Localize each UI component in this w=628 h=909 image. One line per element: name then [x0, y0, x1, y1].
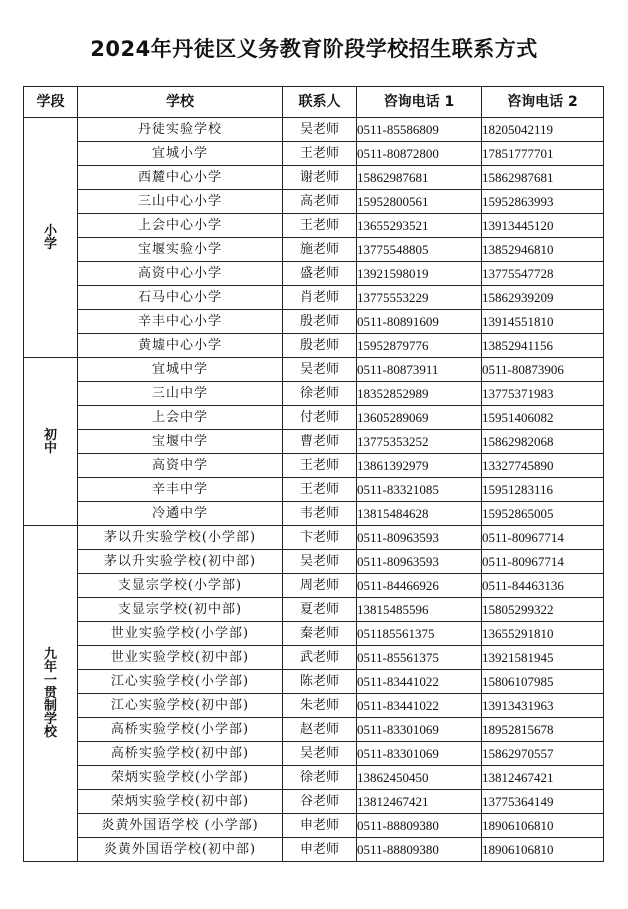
- school-cell: 高桥实验学校(初中部): [78, 742, 283, 766]
- school-cell: 支显宗学校(初中部): [78, 598, 283, 622]
- school-cell: 茅以升实验学校(初中部): [78, 550, 283, 574]
- school-cell: 江心实验学校(初中部): [78, 694, 283, 718]
- school-cell: 高桥实验学校(小学部): [78, 718, 283, 742]
- table-row: [24, 766, 604, 790]
- phone1-cell: 0511-83441022: [357, 694, 482, 718]
- contact-cell: 武老师: [283, 646, 357, 670]
- phone1-cell: 0511-80963593: [357, 550, 482, 574]
- phone1-cell: 15862987681: [357, 166, 482, 190]
- phone2-cell: 13655291810: [482, 622, 604, 646]
- contact-cell: 施老师: [283, 238, 357, 262]
- phone1-cell: 13775548805: [357, 238, 482, 262]
- phone1-cell: 0511-83301069: [357, 742, 482, 766]
- phone1-cell: 0511-80872800: [357, 142, 482, 166]
- phone2-cell: 15806107985: [482, 670, 604, 694]
- phone1-cell: 13862450450: [357, 766, 482, 790]
- phone2-cell: 15951283116: [482, 478, 604, 502]
- phone2-cell: 0511-80967714: [482, 550, 604, 574]
- table-row: [24, 814, 604, 838]
- phone1-cell: 0511-85561375: [357, 646, 482, 670]
- contact-cell: 徐老师: [283, 766, 357, 790]
- school-cell: 江心实验学校(小学部): [78, 670, 283, 694]
- school-cell: 支显宗学校(小学部): [78, 574, 283, 598]
- table-row: [24, 262, 604, 286]
- phone1-cell: 13861392979: [357, 454, 482, 478]
- phone2-cell: 15862987681: [482, 166, 604, 190]
- school-cell: 宜城小学: [78, 142, 283, 166]
- contact-cell: 王老师: [283, 214, 357, 238]
- phone1-cell: 0511-83301069: [357, 718, 482, 742]
- phone1-cell: 0511-88809380: [357, 814, 482, 838]
- phone2-cell: 15805299322: [482, 598, 604, 622]
- contact-cell: 肖老师: [283, 286, 357, 310]
- school-cell: 丹徒实验学校: [78, 118, 283, 142]
- phone2-cell: 17851777701: [482, 142, 604, 166]
- contact-cell: 申老师: [283, 814, 357, 838]
- school-cell: 辛丰中心小学: [78, 310, 283, 334]
- contact-cell: 王老师: [283, 478, 357, 502]
- table-row: [24, 382, 604, 406]
- school-cell: 黄墟中心小学: [78, 334, 283, 358]
- phone1-cell: 13775553229: [357, 286, 482, 310]
- table-body: [24, 118, 604, 862]
- phone2-cell: 15951406082: [482, 406, 604, 430]
- contact-cell: 殷老师: [283, 310, 357, 334]
- table-row: [24, 670, 604, 694]
- school-cell: 高资中学: [78, 454, 283, 478]
- contact-cell: 付老师: [283, 406, 357, 430]
- school-cell: 西麓中心小学: [78, 166, 283, 190]
- contact-cell: 吴老师: [283, 358, 357, 382]
- school-cell: 三山中学: [78, 382, 283, 406]
- phone2-cell: 13921581945: [482, 646, 604, 670]
- school-cell: 世业实验学校(小学部): [78, 622, 283, 646]
- phone1-cell: 051185561375: [357, 622, 482, 646]
- school-cell: 三山中心小学: [78, 190, 283, 214]
- phone2-cell: 13913445120: [482, 214, 604, 238]
- phone1-cell: 15952879776: [357, 334, 482, 358]
- contact-cell: 谷老师: [283, 790, 357, 814]
- phone1-cell: 0511-80891609: [357, 310, 482, 334]
- table-row: [24, 406, 604, 430]
- table-row: [24, 454, 604, 478]
- phone1-cell: 13655293521: [357, 214, 482, 238]
- school-cell: 上会中心小学: [78, 214, 283, 238]
- header-school: 学校: [78, 87, 283, 118]
- contact-cell: 夏老师: [283, 598, 357, 622]
- phone2-cell: 13775547728: [482, 262, 604, 286]
- school-cell: 荣炳实验学校(小学部): [78, 766, 283, 790]
- school-cell: 宝堰中学: [78, 430, 283, 454]
- phone2-cell: 13327745890: [482, 454, 604, 478]
- phone2-cell: 13812467421: [482, 766, 604, 790]
- phone1-cell: 18352852989: [357, 382, 482, 406]
- header-level: 学段: [24, 87, 78, 118]
- header-phone2: 咨询电话 2: [482, 87, 604, 118]
- level-label: 九年一贯制学校: [43, 647, 57, 740]
- phone1-cell: 0511-84466926: [357, 574, 482, 598]
- phone2-cell: 15952865005: [482, 502, 604, 526]
- school-cell: 高资中心小学: [78, 262, 283, 286]
- contact-cell: 吴老师: [283, 742, 357, 766]
- phone1-cell: 13775353252: [357, 430, 482, 454]
- phone2-cell: 0511-84463136: [482, 574, 604, 598]
- school-cell: 炎黄外国语学校 (小学部): [78, 814, 283, 838]
- phone2-cell: 0511-80967714: [482, 526, 604, 550]
- table-row: [24, 550, 604, 574]
- contact-cell: 王老师: [283, 454, 357, 478]
- phone2-cell: 13775371983: [482, 382, 604, 406]
- contact-cell: 高老师: [283, 190, 357, 214]
- phone1-cell: 0511-85586809: [357, 118, 482, 142]
- table-row: [24, 190, 604, 214]
- phone1-cell: 0511-83441022: [357, 670, 482, 694]
- school-cell: 宝堰实验小学: [78, 238, 283, 262]
- table-row: [24, 118, 604, 142]
- phone1-cell: 13815485596: [357, 598, 482, 622]
- contact-cell: 赵老师: [283, 718, 357, 742]
- contact-cell: 吴老师: [283, 118, 357, 142]
- contact-cell: 王老师: [283, 142, 357, 166]
- table-row: [24, 622, 604, 646]
- table-row: [24, 790, 604, 814]
- phone2-cell: 18205042119: [482, 118, 604, 142]
- school-cell: 冷遹中学: [78, 502, 283, 526]
- phone2-cell: 18906106810: [482, 838, 604, 862]
- contact-cell: 曹老师: [283, 430, 357, 454]
- table-row: [24, 358, 604, 382]
- level-label: 初中: [43, 427, 57, 456]
- table-row: [24, 646, 604, 670]
- phone2-cell: 15862970557: [482, 742, 604, 766]
- contact-cell: 吴老师: [283, 550, 357, 574]
- level-cell: [24, 118, 78, 358]
- contact-cell: 申老师: [283, 838, 357, 862]
- contact-cell: 朱老师: [283, 694, 357, 718]
- phone2-cell: 15952863993: [482, 190, 604, 214]
- school-cell: 荣炳实验学校(初中部): [78, 790, 283, 814]
- contact-cell: 周老师: [283, 574, 357, 598]
- level-label: 小学: [43, 223, 57, 252]
- phone1-cell: 0511-80873911: [357, 358, 482, 382]
- contact-table: [23, 86, 604, 862]
- table-row: [24, 502, 604, 526]
- phone2-cell: 18906106810: [482, 814, 604, 838]
- phone1-cell: 13815484628: [357, 502, 482, 526]
- phone1-cell: 15952800561: [357, 190, 482, 214]
- phone2-cell: 15862982068: [482, 430, 604, 454]
- phone2-cell: 13913431963: [482, 694, 604, 718]
- level-cell: [24, 358, 78, 526]
- table-row: [24, 310, 604, 334]
- table-row: [24, 238, 604, 262]
- phone1-cell: 0511-88809380: [357, 838, 482, 862]
- school-cell: 世业实验学校(初中部): [78, 646, 283, 670]
- contact-cell: 盛老师: [283, 262, 357, 286]
- phone2-cell: 13775364149: [482, 790, 604, 814]
- page-title: 2024年丹徒区义务教育阶段学校招生联系方式: [90, 37, 538, 61]
- school-cell: 上会中学: [78, 406, 283, 430]
- contact-cell: 卞老师: [283, 526, 357, 550]
- header-phone1: 咨询电话 1: [357, 87, 482, 118]
- table-row: [24, 430, 604, 454]
- phone2-cell: 13852946810: [482, 238, 604, 262]
- phone2-cell: 18952815678: [482, 718, 604, 742]
- table-row: [24, 142, 604, 166]
- phone1-cell: 13921598019: [357, 262, 482, 286]
- contact-cell: 秦老师: [283, 622, 357, 646]
- contact-cell: 殷老师: [283, 334, 357, 358]
- table-row: [24, 598, 604, 622]
- header-row: [24, 87, 604, 118]
- table-row: [24, 214, 604, 238]
- table-row: [24, 718, 604, 742]
- contact-cell: 徐老师: [283, 382, 357, 406]
- header-contact: 联系人: [283, 87, 357, 118]
- table-row: [24, 526, 604, 550]
- contact-cell: 陈老师: [283, 670, 357, 694]
- table-row: [24, 838, 604, 862]
- school-cell: 辛丰中学: [78, 478, 283, 502]
- school-cell: 茅以升实验学校(小学部): [78, 526, 283, 550]
- table-row: [24, 334, 604, 358]
- school-cell: 石马中心小学: [78, 286, 283, 310]
- table-row: [24, 478, 604, 502]
- table-row: [24, 742, 604, 766]
- table-row: [24, 286, 604, 310]
- phone1-cell: 0511-80963593: [357, 526, 482, 550]
- contact-cell: 韦老师: [283, 502, 357, 526]
- phone2-cell: 15862939209: [482, 286, 604, 310]
- phone2-cell: 0511-80873906: [482, 358, 604, 382]
- contact-cell: 谢老师: [283, 166, 357, 190]
- phone1-cell: 13605289069: [357, 406, 482, 430]
- school-cell: 炎黄外国语学校(初中部): [78, 838, 283, 862]
- phone2-cell: 13852941156: [482, 334, 604, 358]
- table-row: [24, 694, 604, 718]
- phone1-cell: 0511-83321085: [357, 478, 482, 502]
- level-cell: [24, 526, 78, 862]
- table-row: [24, 166, 604, 190]
- table-row: [24, 574, 604, 598]
- phone2-cell: 13914551810: [482, 310, 604, 334]
- school-cell: 宜城中学: [78, 358, 283, 382]
- phone1-cell: 13812467421: [357, 790, 482, 814]
